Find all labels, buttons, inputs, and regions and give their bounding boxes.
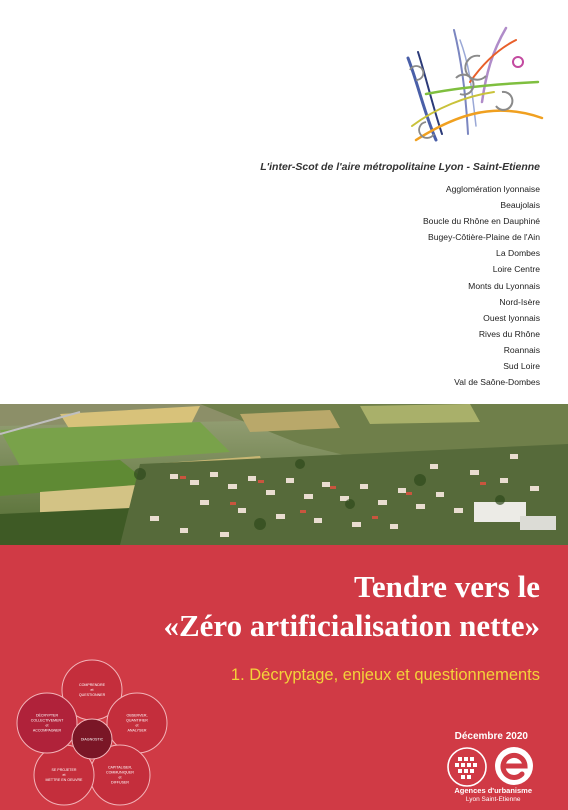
- member-list: [423, 181, 540, 390]
- agency-caption: [454, 786, 532, 804]
- member-item: Bugey-Côtière-Plaine de l'Ain: [428, 232, 540, 243]
- petal-label: CAPITALISER, COMMUNIQUER et DIFFUSER: [106, 765, 134, 785]
- member-item: La Dombes: [496, 248, 540, 259]
- member-item: Sud Loire: [503, 361, 540, 372]
- inter-scot-logo: [396, 22, 544, 150]
- member-item: Beaujolais: [500, 200, 540, 211]
- diagnostic-flower-diagram: [12, 657, 172, 807]
- agency-logo-lyon: [446, 746, 488, 788]
- org-title: L'inter-Scot de l'aire métropolitaine Lyon - Saint-Etienne: [260, 161, 540, 173]
- member-item: Val de Saône-Dombes: [454, 377, 540, 388]
- member-item: Rives du Rhône: [478, 328, 540, 339]
- member-item: Loire Centre: [492, 264, 540, 275]
- agency-logo-saint-etienne: [494, 746, 534, 786]
- petal-label: OBSERVER, QUANTIFIER et ANALYSER: [126, 713, 148, 733]
- member-item: Roannais: [503, 344, 540, 355]
- subtitle: 1. Décryptage, enjeux et questionnements: [230, 666, 540, 684]
- member-item: Monts du Lyonnais: [468, 280, 540, 291]
- agency-cities: Lyon Saint-Etienne: [465, 796, 521, 803]
- main-title: [20, 567, 540, 645]
- main-title-line: «Zéro artificialisation nette»: [163, 608, 540, 643]
- member-item: Nord-Isère: [499, 296, 540, 307]
- agency-name: Agences d'urbanisme: [454, 786, 532, 795]
- member-item: Agglomération lyonnaise: [445, 184, 540, 194]
- aerial-photo: [0, 404, 568, 545]
- publication-date: Décembre 2020: [454, 731, 528, 742]
- member-item: Boucle du Rhône en Dauphiné: [422, 216, 540, 227]
- member-item: Ouest lyonnais: [483, 312, 540, 323]
- main-title-line: Tendre vers le: [354, 569, 540, 604]
- center-label: DIAGNOSTIC: [80, 737, 104, 742]
- petal-label: SE PROJETER et METTRE EN OEUVRE: [45, 768, 83, 783]
- petal-label: DÉCRYPTER COLLECTIVEMENT et ACCOMPAGNER: [30, 713, 64, 733]
- petal-label: COMPRENDRE et QUESTIONNER: [78, 683, 106, 698]
